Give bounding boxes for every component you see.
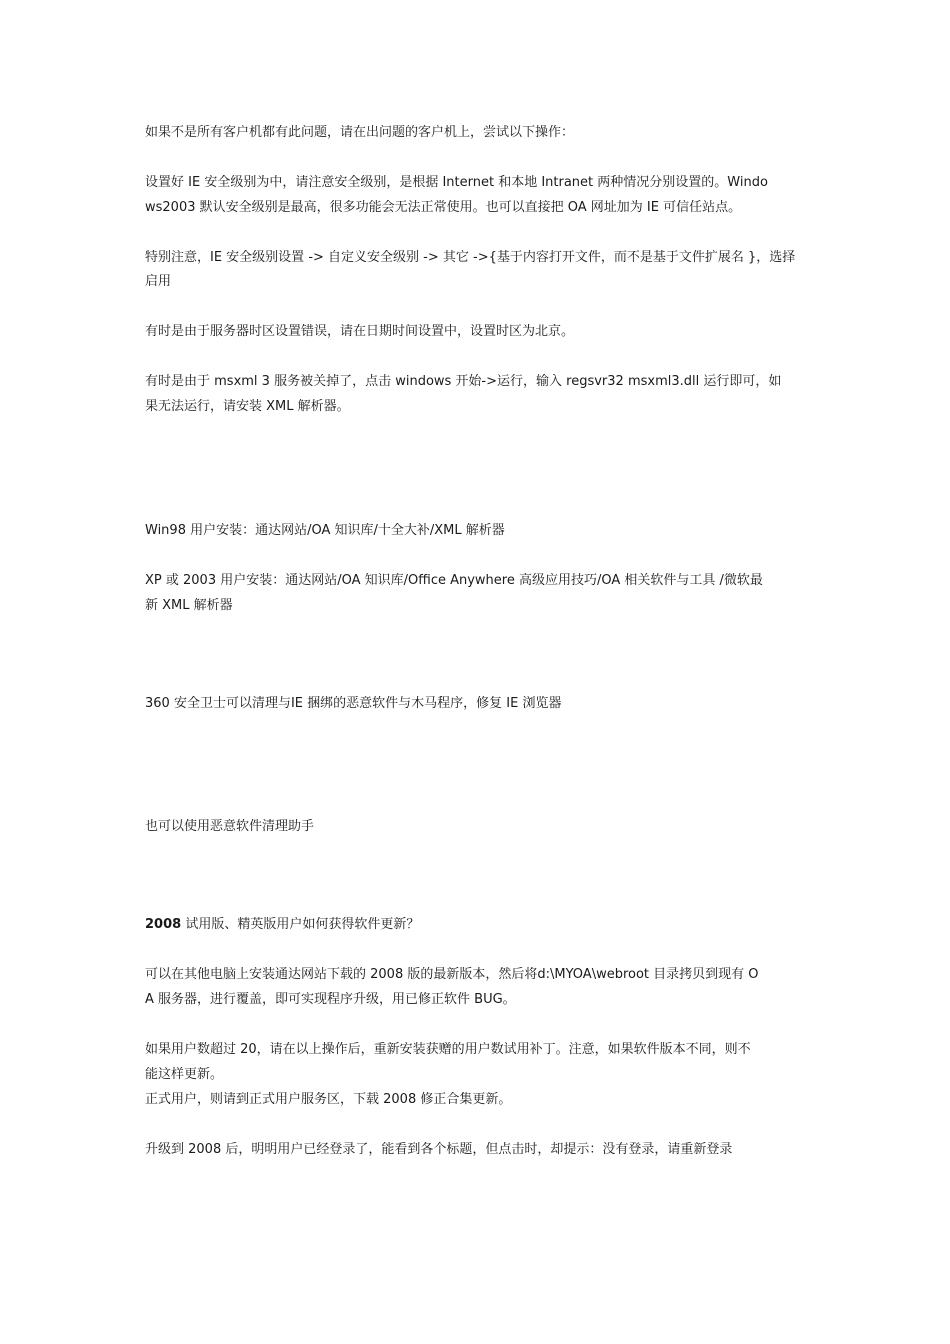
text-line: 升级到 2008 后，明明用户已经登录了，能看到各个标题，但点击时，却提示：没有登录，请重新登录 <box>145 1142 733 1157</box>
text-line: 新 XML 解析器 <box>145 598 233 613</box>
text-line: 果无法运行，请安装 XML 解析器。 <box>145 399 350 414</box>
text-line: 能这样更新。 <box>145 1067 224 1082</box>
text-line: 如果用户数超过 20，请在以上操作后，重新安装获赠的用户数试用补丁。注意，如果软件版本不同，则不 <box>145 1042 751 1057</box>
text-line: 可以在其他电脑上安装通达网站下载的 2008 版的最新版本，然后将d:\MYOA\webroot 目录拷贝到现有 O <box>145 967 759 982</box>
heading-bold-lead: 2008 <box>145 917 182 932</box>
text-line: 有时是由于 msxml 3 服务被关掉了，点击 windows 开始->运行，输入 regsvr32 msxml3.dll 运行即可，如 <box>145 374 782 389</box>
text-line: 有时是由于服务器时区设置错误，请在日期时间设置中，设置时区为北京。 <box>145 324 575 339</box>
text-line: XP 或 2003 用户安装：通达网站/OA 知识库/Office Anywhere 高级应用技巧/OA 相关软件与工具 /微软最 <box>145 573 763 588</box>
text-line: 如果不是所有客户机都有此问题，请在出问题的客户机上，尝试以下操作： <box>145 125 575 140</box>
text-line: ws2003 默认安全级别是最高，很多功能会无法正常使用。也可以直接把 OA 网址加为 IE 可信任站点。 <box>145 200 742 215</box>
heading-text: 试用版、精英版用户如何获得软件更新？ <box>181 917 420 932</box>
text-line: A 服务器，进行覆盖，即可实现程序升级，用已修正软件 BUG。 <box>145 992 516 1007</box>
text-line: Win98 用户安装：通达网站/OA 知识库/十全大补/XML 解析器 <box>145 523 505 538</box>
text-line: 启用 <box>145 274 172 289</box>
text-line: 设置好 IE 安全级别为中，请注意安全级别，是根据 Internet 和本地 Intranet 两种情况分别设置的。Windo <box>145 175 768 190</box>
text-line: 也可以使用恶意软件清理助手 <box>145 819 315 834</box>
section-heading <box>145 917 810 933</box>
text-line: 360 安全卫士可以清理与IE 捆绑的恶意软件与木马程序，修复 IE 浏览器 <box>145 696 562 711</box>
text-line: 特别注意，IE 安全级别设置 -> 自定义安全级别 -> 其它 ->{基于内容打开文件，而不是基于文件扩展名 }，选择 <box>145 250 796 265</box>
text-line: 正式用户，则请到正式用户服务区，下载 2008 修正合集更新。 <box>145 1092 512 1107</box>
